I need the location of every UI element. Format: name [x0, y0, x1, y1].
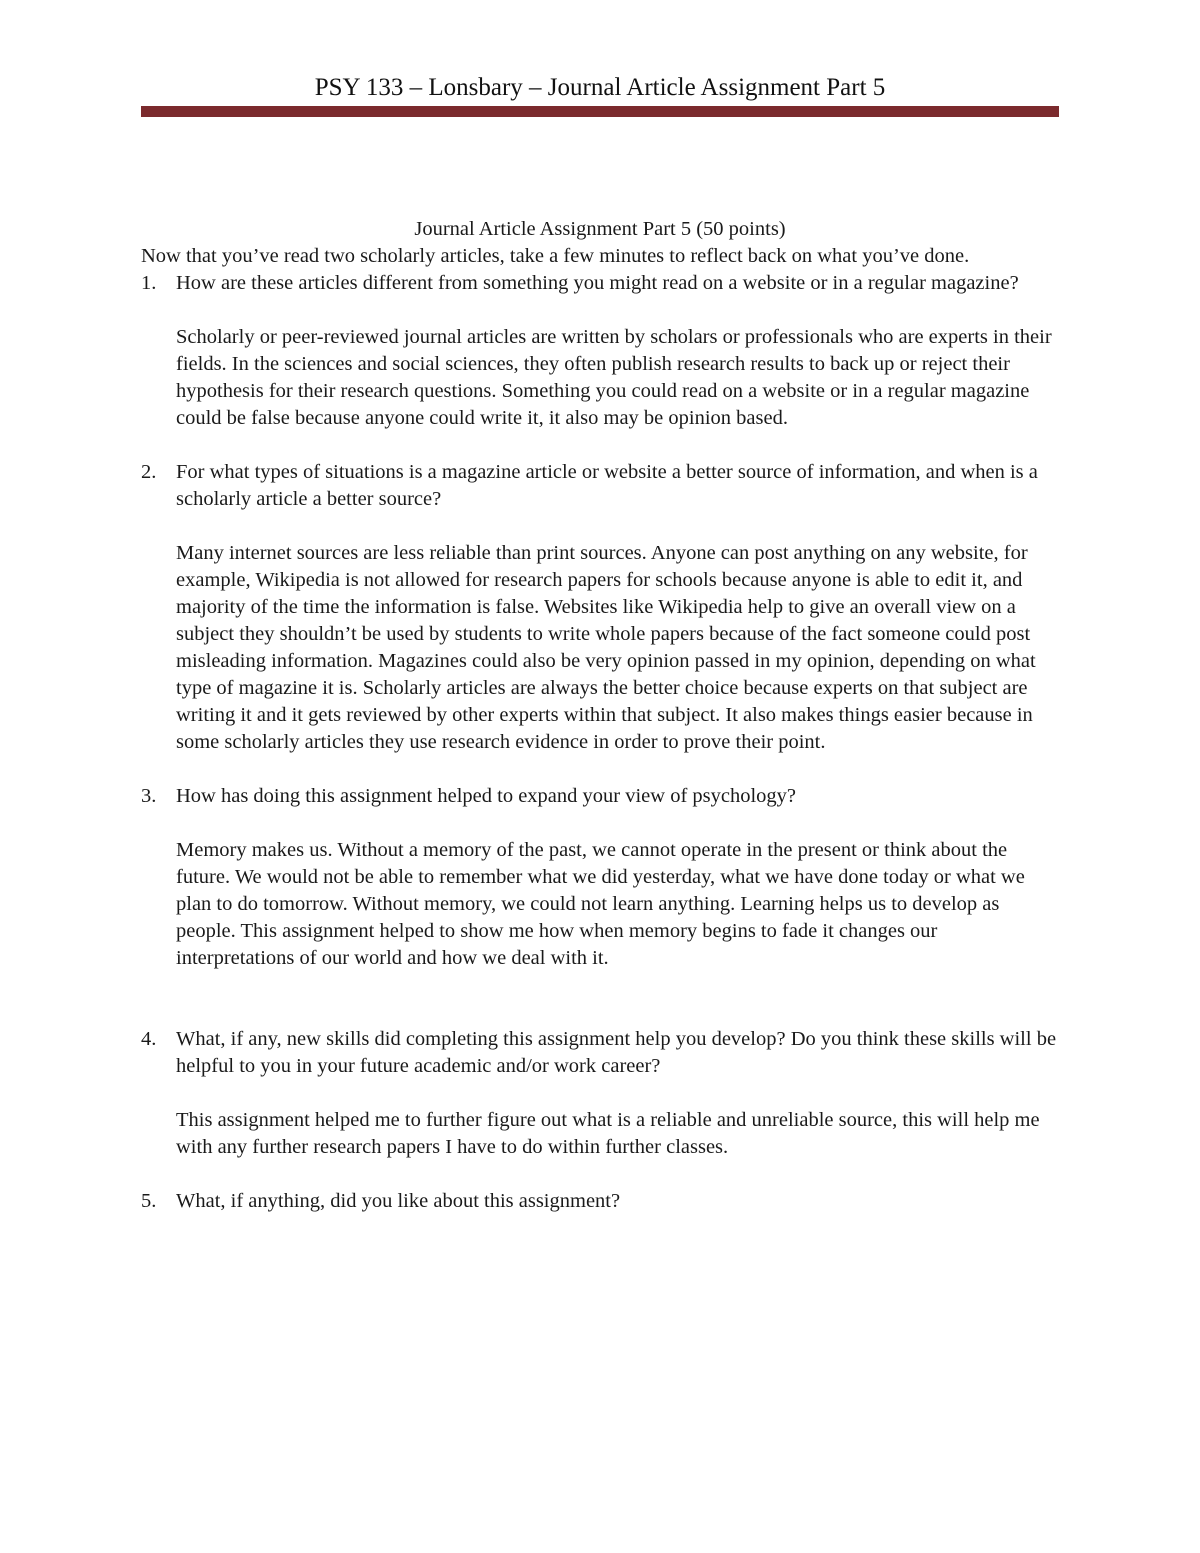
question-2 [141, 459, 1059, 513]
question-number: 4. [141, 1028, 157, 1050]
question-text: What, if anything, did you like about this assignment? [176, 1190, 621, 1212]
question-3 [141, 783, 1059, 810]
answer-2: Many internet sources are less reliable than print sources. Anyone can post anything on any website, for example, Wikipedia is not allowed for research papers for schools because anyone is able to edit it, and majority of the time the information is false. Websites like Wikipedia help to give an overall view on a subject they shouldn’t be used by students to write whole papers because of the fact someone could post misleading information. Magazines could also be very opinion passed in my opinion, depending on what type of magazine it is. Scholarly articles are always the better choice because experts on that subject are writing it and it gets reviewed by other experts within that subject. It also makes things easier because in some scholarly articles they use research evidence in order to prove their point. [176, 542, 1036, 753]
question-text: For what types of situations is a magazine article or website a better source of information, and when is a scholarly article a better source? [176, 461, 1038, 510]
list-item [141, 783, 1059, 972]
question-text: How has doing this assignment helped to expand your view of psychology? [176, 785, 797, 807]
question-number: 5. [141, 1190, 157, 1212]
answer-4: This assignment helped me to further figure out what is a reliable and unreliable source, this will help me with any further research papers I have to do within further classes. [176, 1109, 1040, 1158]
question-number: 2. [141, 461, 157, 483]
assignment-intro: Now that you’ve read two scholarly articles, take a few minutes to reflect back on what you’ve done. [141, 245, 970, 267]
header-divider [141, 106, 1059, 117]
list-item [141, 459, 1059, 756]
document-body [141, 216, 1059, 1215]
page-header-title: PSY 133 – Lonsbary – Journal Article Assignment Part 5 [314, 74, 886, 101]
list-item [141, 270, 1059, 432]
question-1 [141, 270, 1059, 297]
list-item [141, 1188, 1059, 1215]
question-5 [141, 1188, 1059, 1215]
list-item [141, 1026, 1059, 1161]
answer-3: Memory makes us. Without a memory of the past, we cannot operate in the present or think about the future. We would not be able to remember what we did yesterday, what we have done today or what we plan to do tomorrow. Without memory, we could not learn anything. Learning helps us to develop as people. This assignment helped to show me how when memory begins to fade it changes our interpretations of our world and how we deal with it. [176, 839, 1025, 969]
question-text: How are these articles different from something you might read on a website or in a regular magazine? [176, 272, 1019, 294]
question-4 [141, 1026, 1059, 1080]
question-text: What, if any, new skills did completing this assignment help you develop? Do you think these skills will be helpful to you in your future academic and/or work career? [176, 1028, 1057, 1077]
assignment-subtitle: Journal Article Assignment Part 5 (50 points) [414, 218, 786, 240]
question-number: 1. [141, 272, 157, 294]
spacer [141, 999, 1059, 1026]
question-number: 3. [141, 785, 157, 807]
answer-1: Scholarly or peer-reviewed journal articles are written by scholars or professionals who are experts in their fields. In the sciences and social sciences, they often publish research results to back up or reject their hypothesis for their research questions. Something you could read on a website or in a regular magazine could be false because anyone could write it, it also may be opinion based. [176, 326, 1052, 429]
